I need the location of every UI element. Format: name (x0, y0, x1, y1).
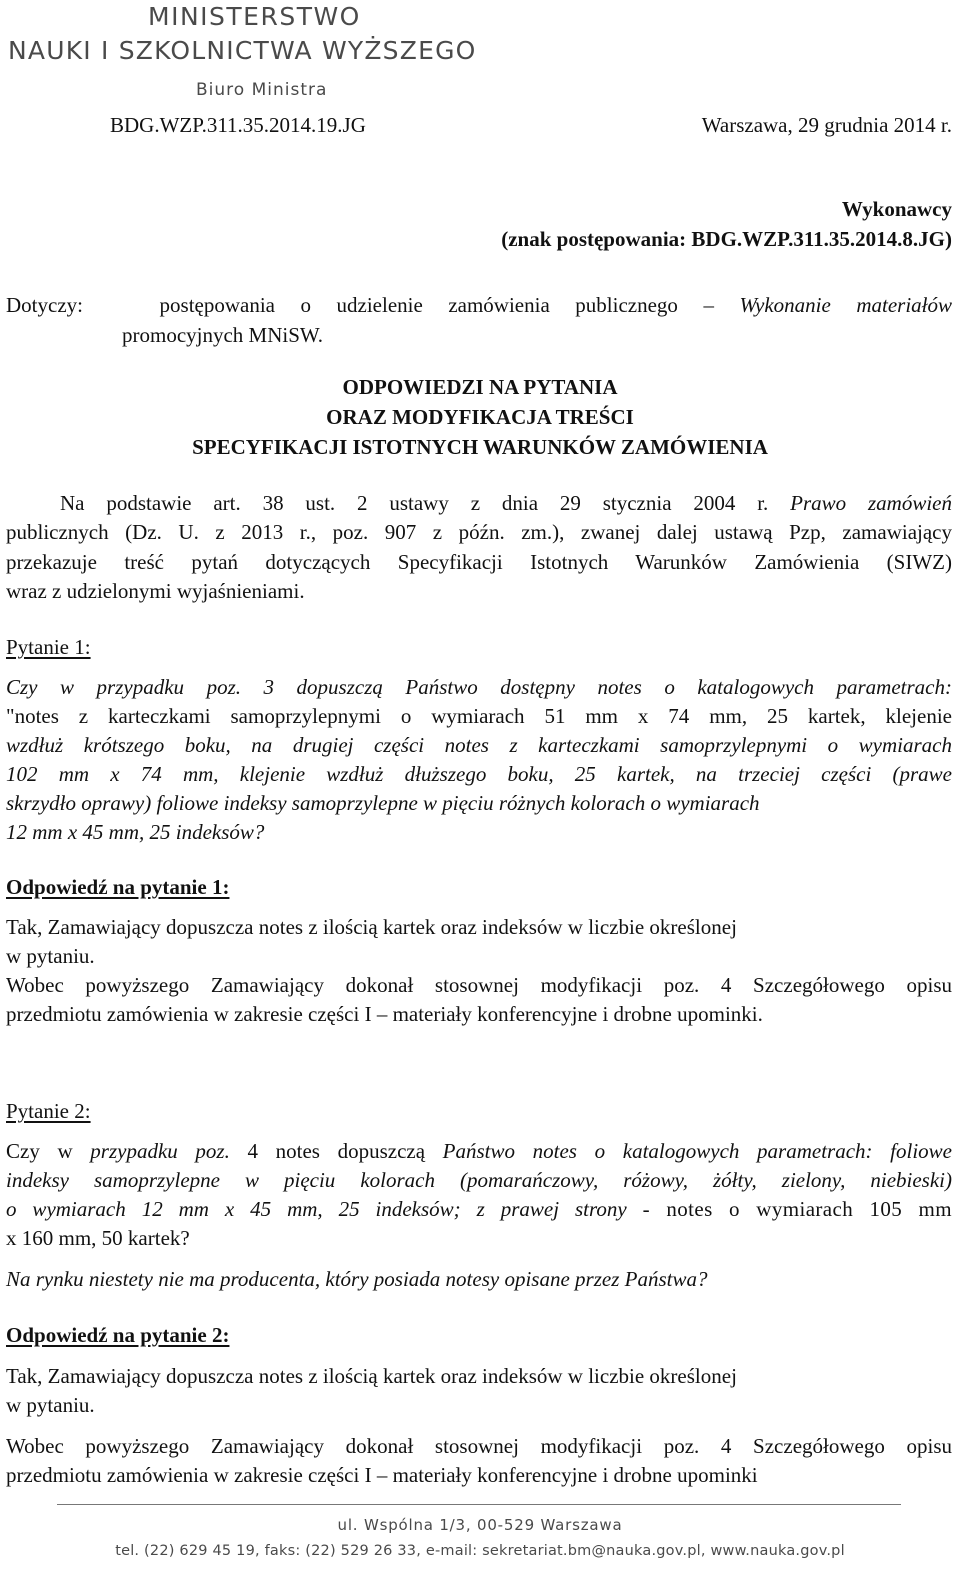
footer-contact: tel. (22) 629 45 19, faks: (22) 529 26 33, e-mail: sekretariat.bm@nauka.gov.pl, www.nauka.gov.pl (115, 1543, 845, 1559)
q2-text: 4 notes dopuszczą (247, 1139, 426, 1163)
question-1-line: wzdłuż krótszego boku, na drugiej części notes z karteczkami samoprzylepnymi o wymiarach (6, 733, 952, 757)
title-line-1: ODPOWIEDZI NA PYTANIA (342, 375, 618, 399)
q2-text: Czy w (6, 1139, 73, 1163)
answer-2-heading: Odpowiedź na pytanie 2: (6, 1323, 230, 1347)
subject-label: Dotyczy: (6, 293, 83, 317)
question-2-line-3 (6, 1196, 952, 1222)
question-1-line: 102 mm x 74 mm, klejenie wzdłuż dłuższego boku, 25 kartek, na trzeciej części (prawe (6, 762, 952, 786)
answer-1-line: w pytaniu. (6, 944, 95, 968)
answer-2-line: w pytaniu. (6, 1393, 95, 1417)
place-date: Warszawa, 29 grudnia 2014 r. (701, 113, 952, 137)
q2-text: Państwo notes o katalogowych parametrach: foliowe (442, 1139, 952, 1163)
answer-1-line: przedmiotu zamówienia w zakresie części I – materiały konferencyjne i drobne upominki. (6, 1002, 763, 1026)
title-line-2: ORAZ MODYFIKACJA TREŚCI (326, 405, 634, 429)
intro-line-2: publicznych (Dz. U. z 2013 r., poz. 907 z późn. zm.), zwanej dalej ustawą Pzp, zamawiający (6, 520, 952, 544)
question-1-line: "notes z karteczkami samoprzylepnymi o wymiarach 51 mm x 74 mm, 25 kartek, klejenie (6, 704, 952, 728)
question-1-line: skrzydło oprawy) foliowe indeksy samoprzylepne w pięciu różnych kolorach o wymiarach (6, 791, 760, 815)
answer-2-line: Wobec powyższego Zamawiający dokonał stosownej modyfikacji poz. 4 Szczegółowego opisu (6, 1434, 952, 1458)
intro-text: Na podstawie art. 38 ust. 2 ustawy z dnia 29 stycznia 2004 r. (60, 491, 769, 515)
answer-2-line: Tak, Zamawiający dopuszcza notes z ilością kartek oraz indeksów w liczbie określonej (6, 1364, 737, 1388)
answer-1-heading: Odpowiedź na pytanie 1: (6, 875, 230, 899)
question-2-line-5: Na rynku niestety nie ma producenta, który posiada notesy opisane przez Państwa? (6, 1267, 708, 1291)
answer-1-line: Wobec powyższego Zamawiający dokonał stosownej modyfikacji poz. 4 Szczegółowego opisu (6, 973, 952, 997)
intro-line-3: przekazuje treść pytań dotyczących Specyfikacji Istotnych Warunków Zamówienia (SIWZ) (6, 550, 952, 574)
subject-title: Wykonanie materiałów (739, 293, 953, 317)
letterhead-office: Biuro Ministra (196, 80, 328, 100)
reference-number: BDG.WZP.311.35.2014.19.JG (110, 113, 366, 137)
q2-text: przypadku poz. (90, 1139, 230, 1163)
question-2-line-4: x 160 mm, 50 kartek? (6, 1226, 190, 1250)
question-2-line-1 (6, 1138, 952, 1164)
title-line-3: SPECYFIKACJI ISTOTNYCH WARUNKÓW ZAMÓWIENIA (192, 435, 768, 459)
subject-line (6, 292, 952, 318)
q2-text: o wymiarach 12 mm x 45 mm, 25 indeksów; z prawej strony (6, 1197, 627, 1221)
answer-1-line: Tak, Zamawiający dopuszcza notes z ilością kartek oraz indeksów w liczbie określonej (6, 915, 737, 939)
question-1-line: Czy w przypadku poz. 3 dopuszczą Państwo dostępny notes o katalogowych parametrach: (6, 675, 952, 699)
subject-text: postępowania o udzielenie zamówienia publicznego – (159, 293, 714, 317)
question-2-line-2: indeksy samoprzylepne w pięciu kolorach (pomarańczowy, różowy, żółty, zielony, niebieski) (6, 1168, 952, 1192)
intro-law-title: Prawo zamówień (790, 491, 953, 515)
subject-line-2: promocyjnych MNiSW. (122, 323, 324, 347)
letterhead-ministry-name: NAUKI I SZKOLNICTWA WYŻSZEGO (8, 36, 477, 65)
recipient: Wykonawcy (841, 197, 952, 221)
intro-line-1 (60, 490, 952, 516)
answer-2-line: przedmiotu zamówienia w zakresie części I – materiały konferencyjne i drobne upominki (6, 1463, 758, 1487)
question-2-heading: Pytanie 2: (6, 1099, 91, 1123)
q2-text: - notes o wymiarach 105 mm (642, 1197, 952, 1221)
question-1-heading: Pytanie 1: (6, 635, 91, 659)
footer-divider (57, 1504, 901, 1505)
letterhead-ministry: MINISTERSTWO (148, 2, 361, 31)
footer-address: ul. Wspólna 1/3, 00-529 Warszawa (337, 1516, 623, 1534)
intro-line-4: wraz z udzielonymi wyjaśnieniami. (6, 579, 305, 603)
case-reference: (znak postępowania: BDG.WZP.311.35.2014.8.JG) (501, 227, 952, 251)
question-1-line: 12 mm x 45 mm, 25 indeksów? (6, 820, 265, 844)
